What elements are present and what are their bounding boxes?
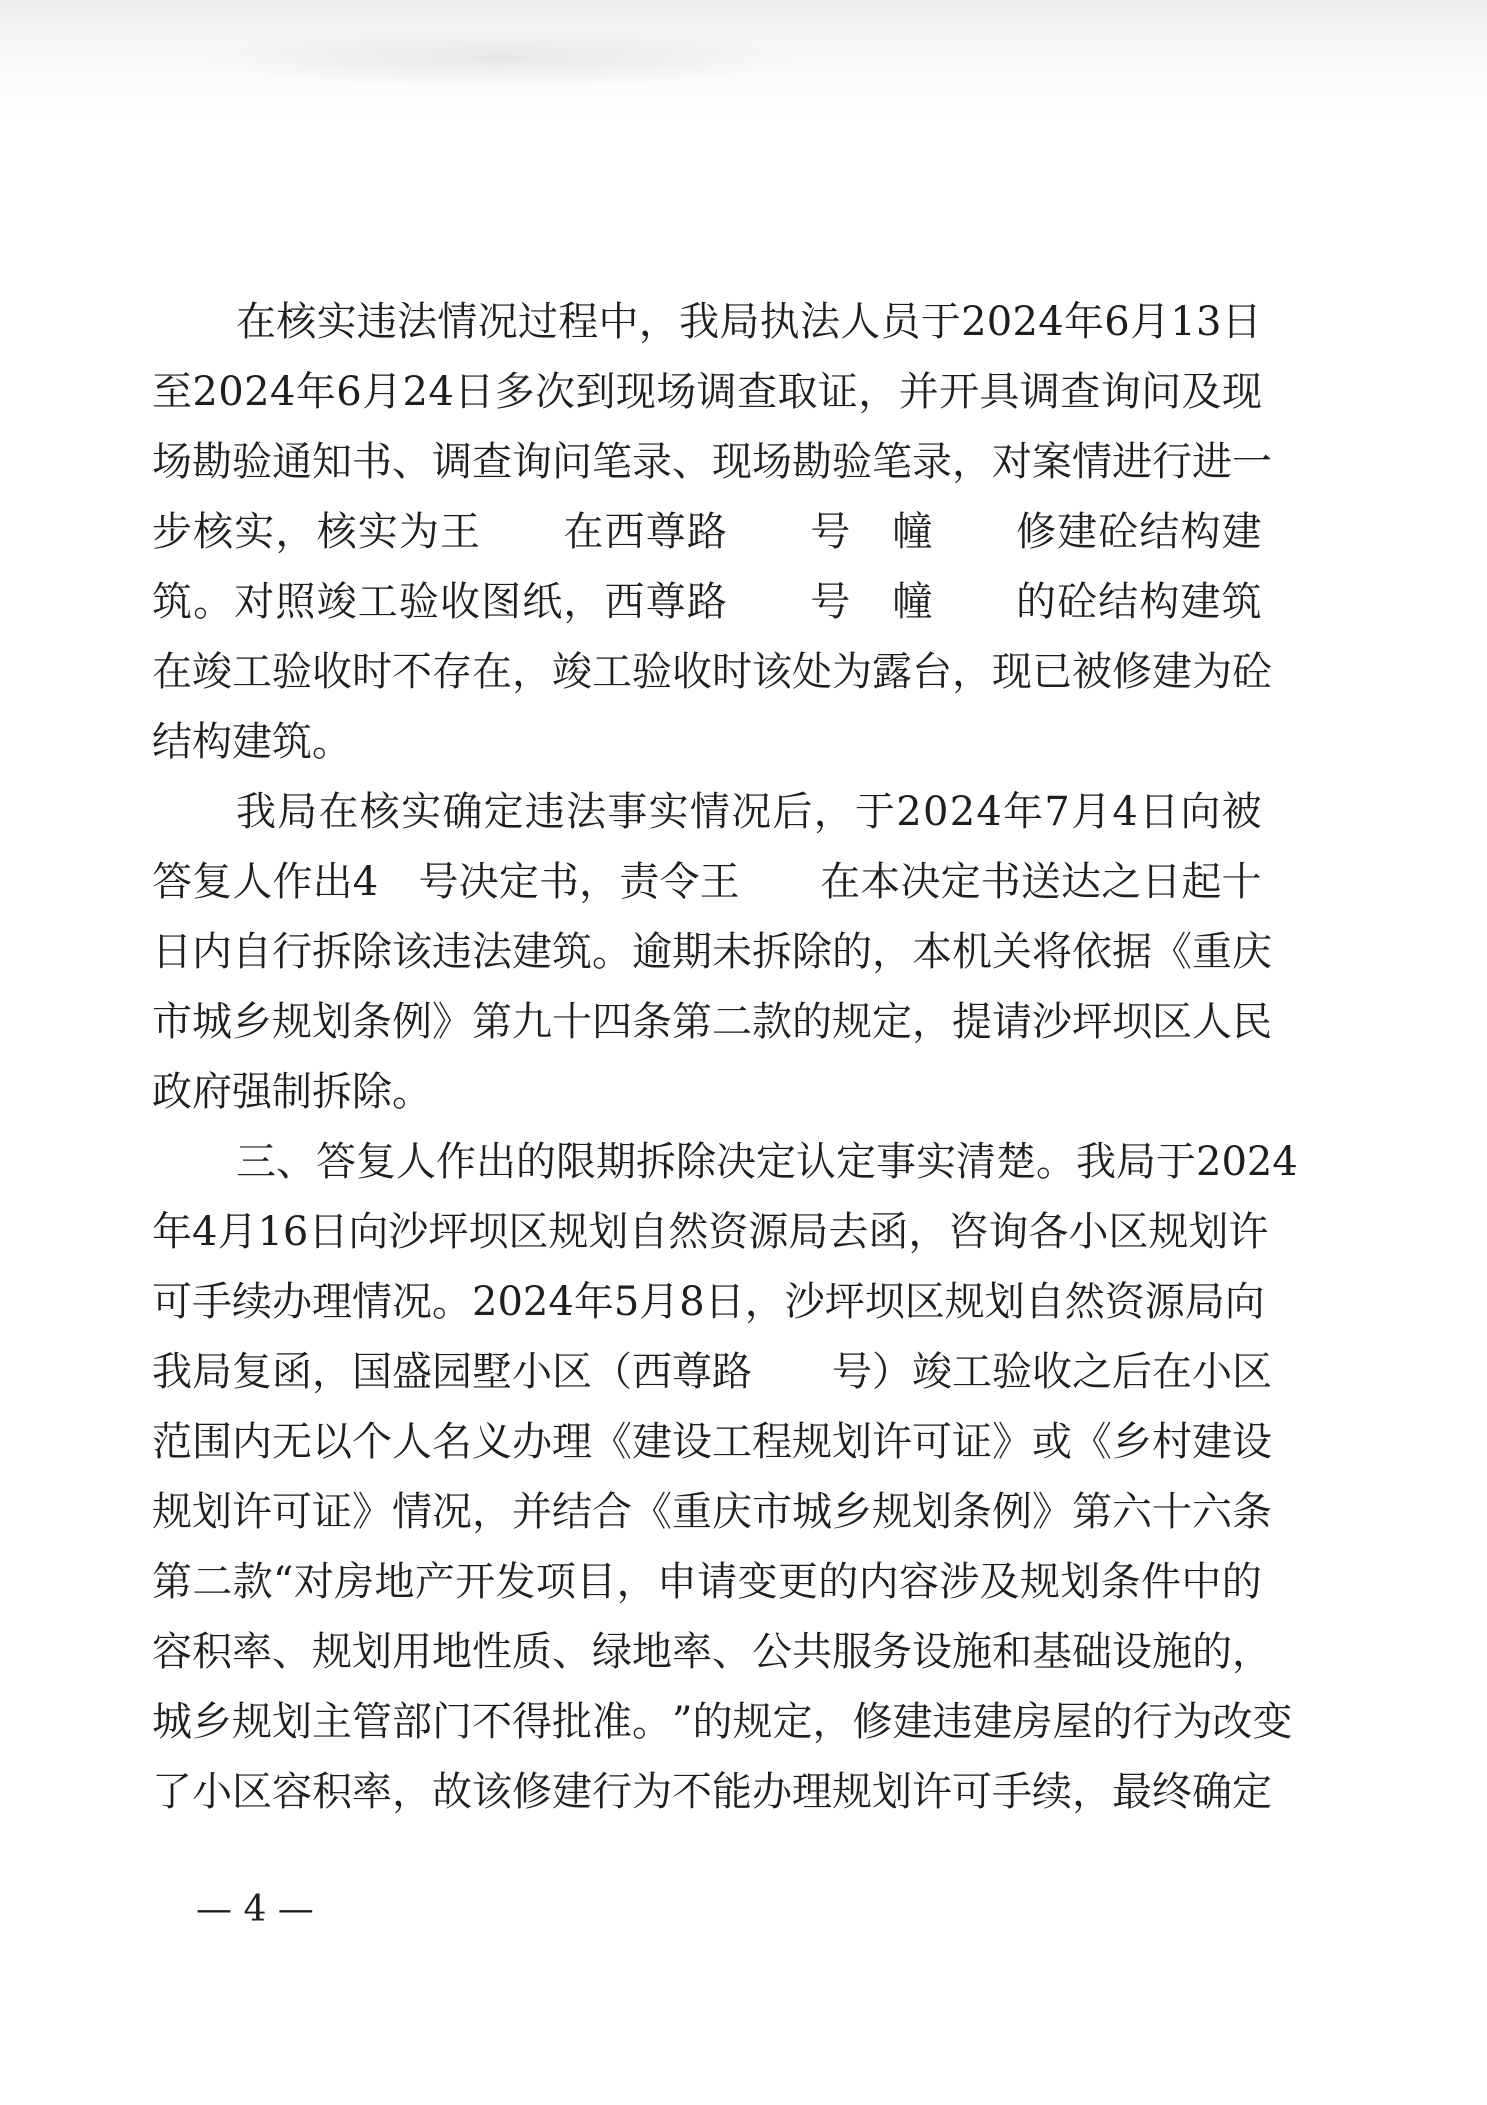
- text-line: 结构建筑。: [152, 719, 352, 765]
- text-line: 在 竣 工 验 收 时 不 存 在 ， 竣 工 验 收 时 该 处 为 露 台 ， 现 已 被 修 建 为 砼: [152, 649, 1272, 695]
- text-line: 第 二 款 “ 对 房 地 产 开 发 项 目 ， 申 请 变 更 的 内 容 涉 及 规 划 条 件 中 的: [152, 1559, 1262, 1605]
- text-line: 筑 。 对 照 竣 工 验 收 图 纸 ， 西 尊 路 号 幢 的 砼 结 构 建 筑: [152, 579, 1262, 625]
- text-line: 范 围 内 无 以 个 人 名 义 办 理 《 建 设 工 程 规 划 许 可 证 》 或 《 乡 村 建 设: [152, 1419, 1272, 1465]
- text-line: 可 手 续 办 理 情 况 。 2 0 2 4 年 5 月 8 日 ， 沙 坪 坝 区 规 划 自 然 资 源 局 向: [152, 1279, 1265, 1325]
- text-line: 容 积 率 、 规 划 用 地 性 质 、 绿 地 率 、 公 共 服 务 设 施 和 基 础 设 施 的 ，: [152, 1629, 1272, 1675]
- text-line: 了 小 区 容 积 率 ， 故 该 修 建 行 为 不 能 办 理 规 划 许 可 手 续 ， 最 终 确 定: [152, 1769, 1272, 1815]
- text-line: 答 复 人 作 出 4 号 决 定 书 ， 责 令 王 在 本 决 定 书 送 达 之 日 起 十: [152, 859, 1262, 905]
- text-line: 在 核 实 违 法 情 况 过 程 中 ， 我 局 执 法 人 员 于 2 0 2 4 年 6 月 1 3 日: [236, 299, 1262, 345]
- text-line: 三 、 答 复 人 作 出 的 限 期 拆 除 决 定 认 定 事 实 清 楚 。 我 局 于 2 0 2 4: [236, 1139, 1298, 1185]
- text-line: 步 核 实 ， 核 实 为 王 在 西 尊 路 号 幢 修 建 砼 结 构 建: [152, 509, 1262, 555]
- text-line: 城 乡 规 划 主 管 部 门 不 得 批 准 。 ” 的 规 定 ， 修 建 违 建 房 屋 的 行 为 改 变: [152, 1699, 1293, 1745]
- text-line: 年 4 月 1 6 日 向 沙 坪 坝 区 规 划 自 然 资 源 局 去 函 ， 咨 询 各 小 区 规 划 许: [152, 1209, 1269, 1255]
- text-line: 场 勘 验 通 知 书 、 调 查 询 问 笔 录 、 现 场 勘 验 笔 录 ， 对 案 情 进 行 进 一: [152, 439, 1272, 485]
- text-line: 我 局 在 核 实 确 定 违 法 事 实 情 况 后 ， 于 2 0 2 4 年 7 月 4 日 向 被: [236, 789, 1262, 835]
- text-line: 日 内 自 行 拆 除 该 违 法 建 筑 。 逾 期 未 拆 除 的 ， 本 机 关 将 依 据 《 重 庆: [152, 929, 1272, 975]
- text-line: 市 城 乡 规 划 条 例 》 第 九 十 四 条 第 二 款 的 规 定 ， 提 请 沙 坪 坝 区 人 民: [152, 999, 1272, 1045]
- text-line: 政府强制拆除。: [152, 1069, 432, 1115]
- text-line: 至 2 0 2 4 年 6 月 2 4 日 多 次 到 现 场 调 查 取 证 ， 并 开 具 调 查 询 问 及 现: [152, 369, 1262, 415]
- text-line: 规 划 许 可 证 》 情 况 ， 并 结 合 《 重 庆 市 城 乡 规 划 条 例 》 第 六 十 六 条: [152, 1489, 1272, 1535]
- page-number: — 4 —: [196, 1889, 314, 1930]
- text-line: 我 局 复 函 ， 国 盛 园 墅 小 区 （ 西 尊 路 号 ） 竣 工 验 收 之 后 在 小 区: [152, 1349, 1272, 1395]
